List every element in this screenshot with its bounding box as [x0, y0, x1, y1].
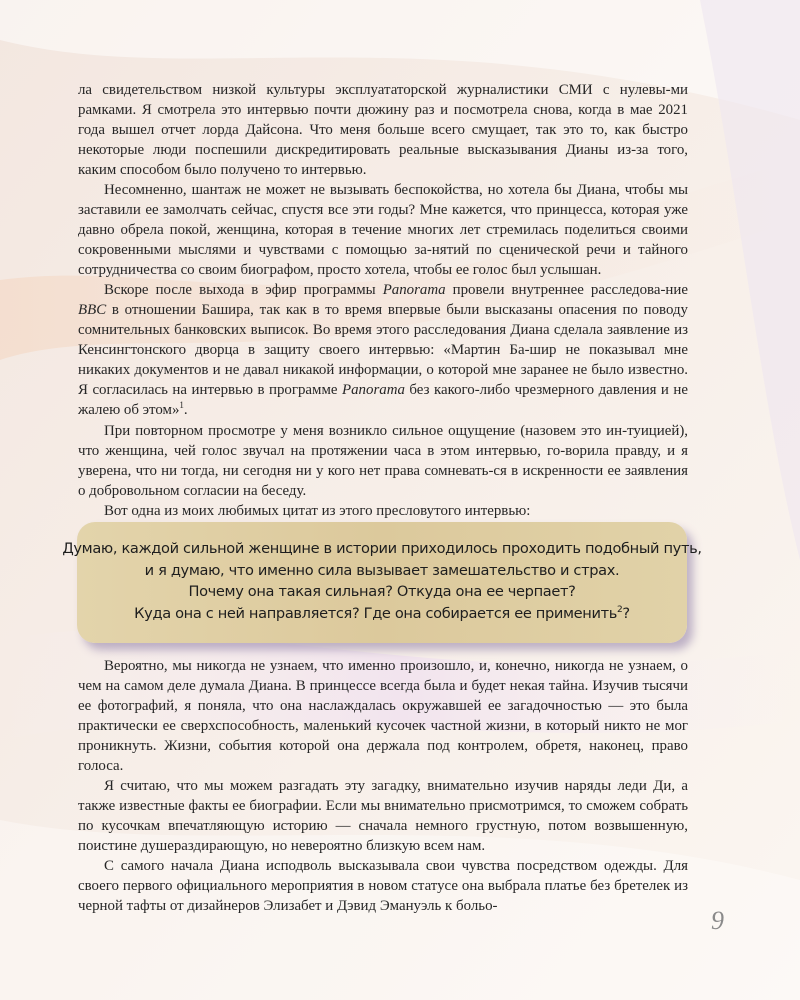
paragraph-blackmail: Несомненно, шантаж не может не вызывать беспокойства, но хотела бы Диана, чтобы мы заставили ее замолчать сейчас, спустя все эти годы? Мне кажется, что принцесса, которая уже давно обрела покой, женщина, которая в течение многих лет стремилась поделиться своими сокровенными мыслями и чувствами с помощью за-нятий по сценической речи и тайного сотрудничества со своим биографом, просто хотела, чтобы ее голос был услышан. — [78, 182, 688, 278]
quote-line: и я думаю, что именно сила вызывает замешательство и страх. — [144, 561, 620, 579]
paragraph-bashir: Вскоре после выхода в эфир программы Panorama провели внутреннее расследова-ние BBC в отношении Башира, так как в то время впервые были высказаны опасения по поводу сомнительных банковских выписок. Во время этого расследования Диана сделала заявление из Кенсингтонского дворца в защиту своего интервью: «Мартин Ба-шир не показывал мне никаких документов и не давал никакой информации, о которой мне заранее не было известно. Я согласилась на интервью в программе Panorama без какого-либо чрезмерного давления и не жалею об этом»$^1$. — [78, 282, 688, 418]
quote-line: Почему она такая сильная? Откуда она ее черпает? — [188, 583, 576, 600]
footnote-marker[interactable]: 2 — [617, 604, 623, 615]
paragraph-intuition: При повторном просмотре у меня возникло сильное ощущение (назовем это ин-туицией), что женщина, чей голос звучал на протяжении часа в этом интервью, го-ворила правду, и я уверена, что ни тогда, ни сегодня ни у кого нет права сомневать-ся в искренности ее заявления о добровольном согласии на беседу. — [78, 423, 688, 499]
quote-line: Думаю, каждой сильной женщине в истории приходилось проходить подобный путь, — [62, 540, 702, 557]
body-text-top — [78, 80, 688, 521]
panorama-title: Panorama — [342, 382, 405, 398]
paragraph-quote-intro: Вот одна из моих любимых цитат из этого пресловутого интервью: — [104, 503, 531, 519]
page-number: 9 — [711, 906, 724, 935]
body-text-bottom — [78, 656, 688, 916]
footnote-marker[interactable]: 1 — [179, 400, 184, 410]
quote-box — [62, 522, 702, 643]
bbc-name: BBC — [78, 302, 107, 318]
paragraph-clothing: С самого начала Диана исподволь высказывала свои чувства посредством одежды. Для своего первого официального мероприятия в новом статусе она выбрала платье без бретелек из черной тафты от дизайнеров Элизабет и Дэвид Эмануэль к больо- — [78, 858, 688, 914]
panorama-title: Panorama — [382, 282, 446, 298]
paragraph-mystery: Вероятно, мы никогда не узнаем, что именно произошло, и, конечно, никогда не узнаем, о чем на самом деле думала Диана. В принцессе всегда была и будет некая тайна. Изучив тысячи ее фотографий, я поняла, что она наслаждалась окружавшей ее загадочностью — это была практически ее сверхспособность, маленький кусочек частной жизни, в который никто не мог проникнуть. Жизни, события которой она держала под контролем, обретя, наконец, право голоса. — [78, 658, 688, 774]
paragraph-riddle: Я считаю, что мы можем разгадать эту загадку, внимательно изучив наряды леди Ди, а также известные факты ее биографии. Если мы внимательно присмотримся, то сможем собрать по кусочкам впечатляющую историю — сначала немного грустную, потом возвышенную, поистине душераздирающую, но невероятно близкую всем нам. — [78, 778, 688, 854]
paragraph-continuation: ла свидетельством низкой культуры эксплуататорской журналистики СМИ с нулевы-ми рамками. Я смотрела это интервью почти дюжину раз и посмотрела снова, когда в мае 2021 года вышел отчет лорда Дайсона. Что меня больше всего смущает, так это то, как быстро некоторые люди поспешили дискредитировать реальные высказывания Дианы из-за того, каким способом было получено то интервью. — [78, 82, 688, 178]
quote-line: Куда она с ней направляется? Где она собирается ее применить$^2$? — [134, 604, 630, 622]
